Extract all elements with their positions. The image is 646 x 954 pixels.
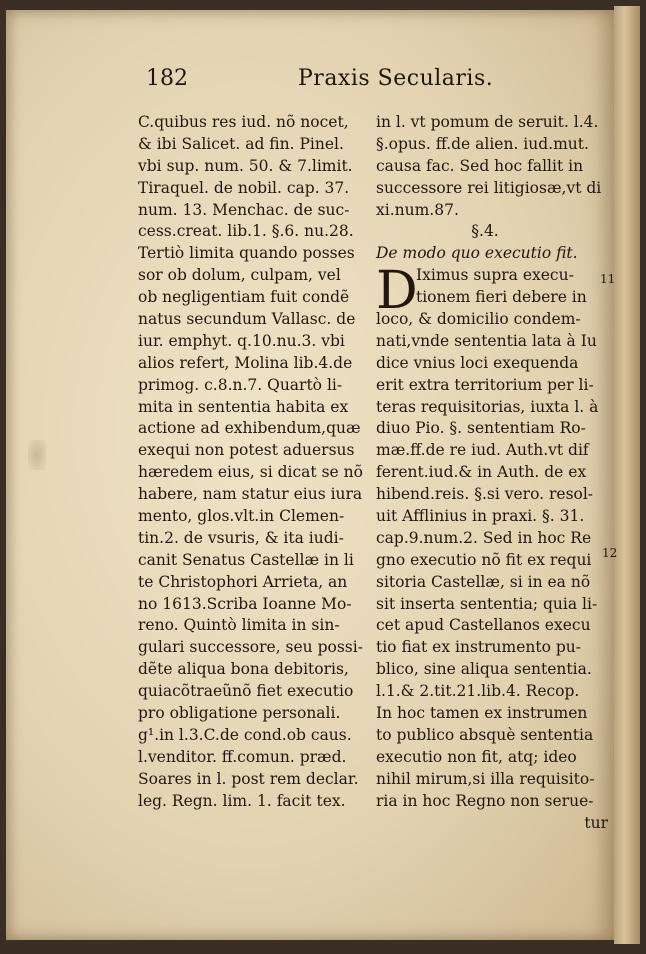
text-line: §.opus. ff.de alien. iud.mut. xyxy=(376,134,589,153)
text-line: cet apud Castellanos execu xyxy=(376,616,591,635)
text-line: Soares in l. post rem declar. xyxy=(138,769,359,788)
text-line: l.venditor. ff.comun. præd. xyxy=(138,747,347,766)
text-line: reno. Quintò limita in sin- xyxy=(138,616,340,635)
text-line: l.1.& 2.tit.21.lib.4. Recop. xyxy=(376,682,580,701)
text-line: leg. Regn. lim. 1. facit tex. xyxy=(138,791,346,810)
text-line: habere, nam statur eius iura xyxy=(138,485,363,504)
marginal-number: 12 xyxy=(602,546,618,560)
right-column xyxy=(376,112,614,834)
text-line: primog. c.8.n.7. Quartò li- xyxy=(138,375,343,394)
text-line: te Christophori Arrieta, an xyxy=(138,572,348,591)
text-line: ob negligentiam fuit condẽ xyxy=(138,288,350,307)
catchword: tur xyxy=(584,813,608,832)
text-line: xi.num.87. xyxy=(376,200,459,219)
text-line: ria in hoc Regno non serue- xyxy=(376,791,594,810)
text-line: teras requisitorias, iuxta l. à xyxy=(376,397,599,416)
section-title: De modo quo executio fit. xyxy=(376,244,578,263)
text-line: actione ad exhibendum,quæ xyxy=(138,419,361,438)
text-line: ferent.iud.& in Auth. de ex xyxy=(376,463,587,482)
text-line: hibend.reis. §.si vero. resol- xyxy=(376,485,594,504)
section-body xyxy=(376,261,614,812)
book-edge xyxy=(614,6,640,944)
text-line: sit inserta sententia; quia li- xyxy=(376,594,598,613)
text-line: & ibi Salicet. ad fin. Pinel. xyxy=(138,134,344,153)
text-line: mento, glos.vlt.in Clemen- xyxy=(138,507,345,526)
text-line: iur. emphyt. q.10.nu.3. vbi xyxy=(138,331,345,350)
text-line: mita in sententia habita ex xyxy=(138,397,349,416)
page-header xyxy=(6,66,606,102)
drop-cap: D xyxy=(376,261,418,322)
section-mark: §.4. xyxy=(471,222,499,241)
text-line: In hoc tamen ex instrumen xyxy=(376,704,588,723)
text-line: quiacõtraeũnõ fiet executio xyxy=(138,682,354,701)
text-line: executio non fit, atq; ideo xyxy=(376,747,577,766)
text-line: C.quibus res iud. nõ nocet, xyxy=(138,113,349,131)
text-line: erit extra territorium per li- xyxy=(376,375,594,394)
text-line: loco, & domicilio condem- xyxy=(376,310,581,329)
text-line: successore rei litigiosæ,vt di xyxy=(376,178,602,197)
text-line: tin.2. de vsuris, & ita iudi- xyxy=(138,528,344,547)
text-line: no 1613.Scriba Ioanne Mo- xyxy=(138,594,352,613)
text-line: gno executio nõ fit ex requi xyxy=(376,550,592,569)
text-line: cess.creat. lib.1. §.6. nu.28. xyxy=(138,222,354,241)
text-line: g¹.in l.3.C.de cond.ob caus. xyxy=(138,725,352,744)
left-column xyxy=(138,112,370,813)
text-line: mæ.ff.de re iud. Auth.vt dif xyxy=(376,441,589,460)
text-line: cap.9.num.2. Sed in hoc Re xyxy=(376,528,592,547)
text-line: Tertiò limita quando posses xyxy=(138,244,355,263)
page-number: 182 xyxy=(146,66,188,91)
text-line: nati,vnde sententia lata à Iu xyxy=(376,331,597,350)
text-line: sor ob dolum, culpam, vel xyxy=(138,266,341,285)
text-line: num. 13. Menchac. de suc- xyxy=(138,200,350,219)
text-line: tio fiat ex instrumento pu- xyxy=(376,638,582,657)
running-title: Praxis Secularis. xyxy=(298,66,494,91)
text-line: exequi non potest aduersus xyxy=(138,441,355,460)
text-line: blico, sine aliqua sententia. xyxy=(376,660,592,679)
text-line: hæredem eius, si dicat se nõ xyxy=(138,463,363,482)
text-line: to publico absquè sententia xyxy=(376,725,594,744)
text-line: gulari successore, seu possi- xyxy=(138,638,363,657)
book-page xyxy=(6,10,618,940)
text-line: in l. vt pomum de seruit. l.4. xyxy=(376,113,599,131)
text-line: dẽte aliqua bona debitoris, xyxy=(138,660,349,679)
text-line: Tiraquel. de nobil. cap. 37. xyxy=(138,178,350,197)
marginal-number: 11 xyxy=(600,272,616,286)
text-line: tionem fieri debere in xyxy=(416,288,587,307)
text-line: uit Afflinius in praxi. §. 31. xyxy=(376,507,585,526)
text-line: sitoria Castellæ, si in ea nõ xyxy=(376,572,591,591)
text-line: pro obligatione personali. xyxy=(138,704,341,723)
text-line: nihil mirum,si illa requisito- xyxy=(376,769,595,788)
paper-stain xyxy=(28,440,46,470)
text-line: vbi sup. num. 50. & 7.limit. xyxy=(138,156,353,175)
text-line: causa fac. Sed hoc fallit in xyxy=(376,156,584,175)
text-line: alios refert, Molina lib.4.de xyxy=(138,353,353,372)
text-line: diuo Pio. §. sententiam Ro- xyxy=(376,419,586,438)
text-line: dice vnius loci exequenda xyxy=(376,353,579,372)
text-line: canit Senatus Castellæ in li xyxy=(138,550,354,569)
text-line: Iximus supra execu- xyxy=(416,266,574,285)
text-line: natus secundum Vallasc. de xyxy=(138,310,356,329)
